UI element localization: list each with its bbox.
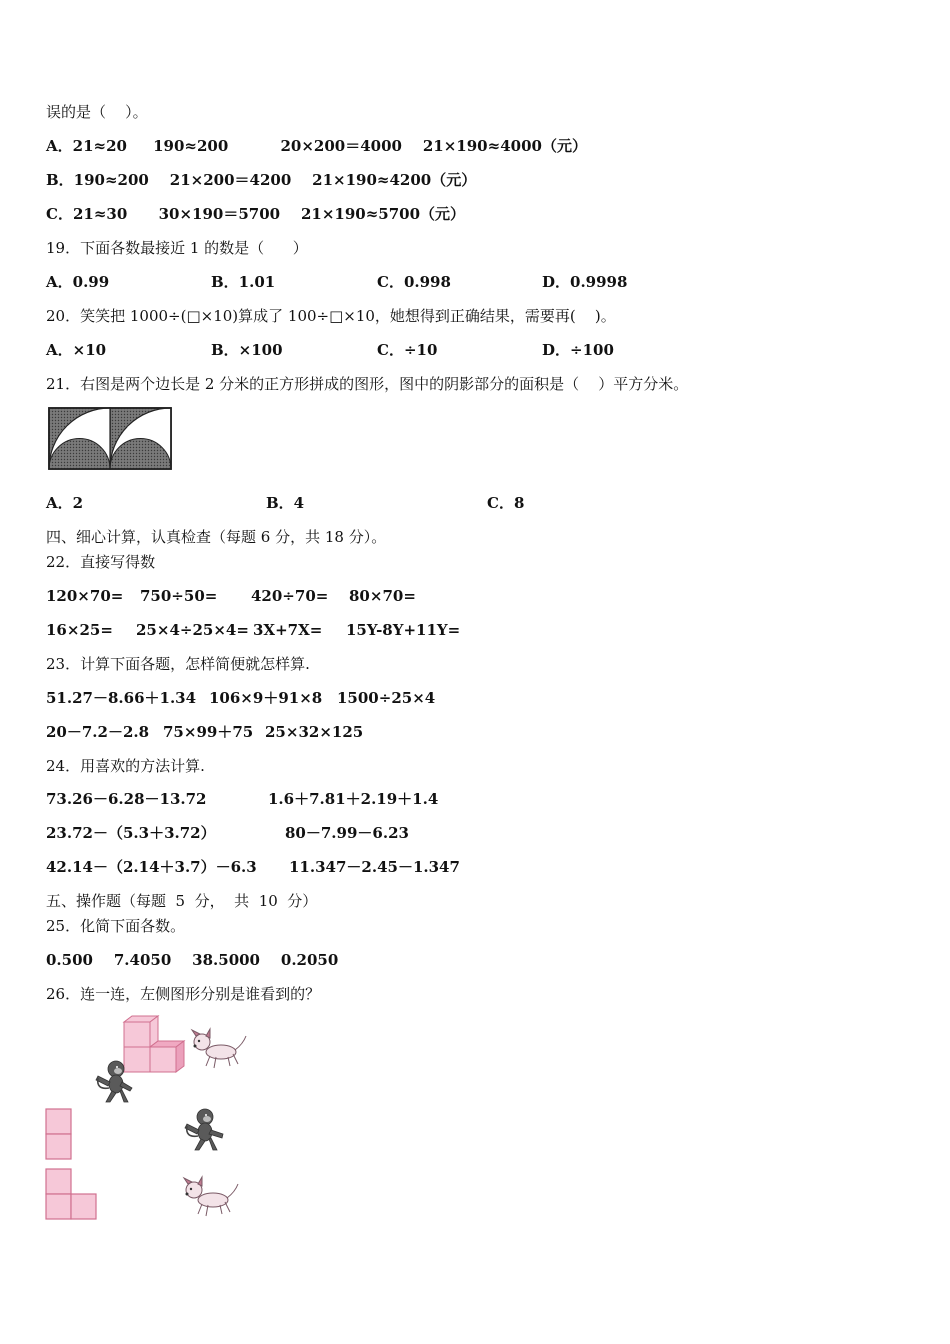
- q20-option-a[interactable]: A．×10: [46, 341, 107, 359]
- q23-expr: 25×32×125: [265, 723, 364, 741]
- q19-stem: 19．下面各数最接近 1 的数是（ ）: [46, 239, 308, 257]
- q18-stem-tail: 误的是（ ）。: [46, 103, 148, 121]
- q21-option-c[interactable]: C．8: [487, 494, 525, 512]
- q19-option-a[interactable]: A．0.99: [46, 273, 110, 291]
- q24-expr: 73.26－6.28－13.72: [46, 790, 207, 808]
- q23-expr: 106×9＋91×8: [209, 689, 323, 707]
- q19-option-c[interactable]: C．0.998: [377, 273, 451, 291]
- q19-option-d[interactable]: D．0.9998: [542, 273, 628, 291]
- q18-option-b[interactable]: B．190≈200 21×200＝4200 21×190≈4200（元）: [46, 171, 477, 189]
- q19-option-b[interactable]: B．1.01: [211, 273, 276, 291]
- q21-option-a[interactable]: A．2: [46, 494, 84, 512]
- q24-expr: 80－7.99－6.23: [285, 824, 409, 842]
- q24-expr: 11.347－2.45－1.347: [289, 858, 460, 876]
- shaded-squares-figure: [48, 407, 174, 471]
- q24-expr: 23.72－（5.3＋3.72）: [46, 824, 216, 842]
- q23-expr: 1500÷25×4: [337, 689, 436, 707]
- q18-option-c[interactable]: C．21≈30 30×190＝5700 21×190≈5700（元）: [46, 205, 466, 223]
- q25-stem: 25．化简下面各数。: [46, 917, 186, 935]
- q25-values: 0.500 7.4050 38.5000 0.2050: [46, 951, 339, 969]
- q26-stem: 26．连一连，左侧图形分别是谁看到的？: [46, 985, 321, 1003]
- q22-expr: 80×70=: [349, 587, 416, 605]
- monkey-icon[interactable]: [181, 1106, 227, 1152]
- q23-expr: 20－7.2－2.8: [46, 723, 150, 741]
- q22-stem: 22．直接写得数: [46, 553, 156, 571]
- q24-expr: 42.14－（2.14＋3.7）－6.3: [46, 858, 257, 876]
- q21-stem: 21．右图是两个边长是 2 分米的正方形拼成的图形，图中的阴影部分的面积是（ ）平方分米。: [46, 375, 689, 393]
- q23-expr: 75×99＋75: [163, 723, 254, 741]
- q18-option-a[interactable]: A．21≈20 190≈200 20×200＝4000 21×190≈4000（元）: [46, 137, 587, 155]
- q24-expr: 1.6＋7.81＋2.19＋1.4: [268, 790, 439, 808]
- q22-expr: 420÷70=: [251, 587, 329, 605]
- q22-expr: 25×4÷25×4=: [136, 621, 249, 639]
- q22-expr: 15Y-8Y+11Y=: [346, 621, 461, 639]
- view-two-stacked-squares[interactable]: [45, 1108, 73, 1160]
- q22-expr: 750÷50=: [140, 587, 218, 605]
- dog-icon: [188, 1026, 248, 1070]
- q20-stem: 20．笑笑把 1000÷(□×10)算成了 100÷□×10，她想得到正确结果，需要再( )。: [46, 307, 616, 325]
- q22-expr: 120×70=: [46, 587, 124, 605]
- section-4-title: 四、细心计算，认真检查（每题 6 分，共 18 分）。: [46, 528, 387, 546]
- q23-expr: 51.27－8.66＋1.34: [46, 689, 197, 707]
- q24-stem: 24．用喜欢的方法计算.: [46, 757, 205, 775]
- view-l-shape-squares[interactable]: [45, 1168, 99, 1222]
- q23-stem: 23．计算下面各题，怎样简便就怎样算.: [46, 655, 310, 673]
- section-5-title: 五、操作题（每题 5 分， 共 10 分）: [46, 892, 318, 910]
- q22-expr: 16×25=: [46, 621, 113, 639]
- monkey-icon: [92, 1058, 136, 1104]
- q21-option-b[interactable]: B．4: [266, 494, 305, 512]
- dog-icon[interactable]: [180, 1174, 240, 1220]
- q22-expr: 3X+7X=: [253, 621, 323, 639]
- q20-option-b[interactable]: B．×100: [211, 341, 283, 359]
- q20-option-d[interactable]: D．÷100: [542, 341, 614, 359]
- q20-option-c[interactable]: C．÷10: [377, 341, 438, 359]
